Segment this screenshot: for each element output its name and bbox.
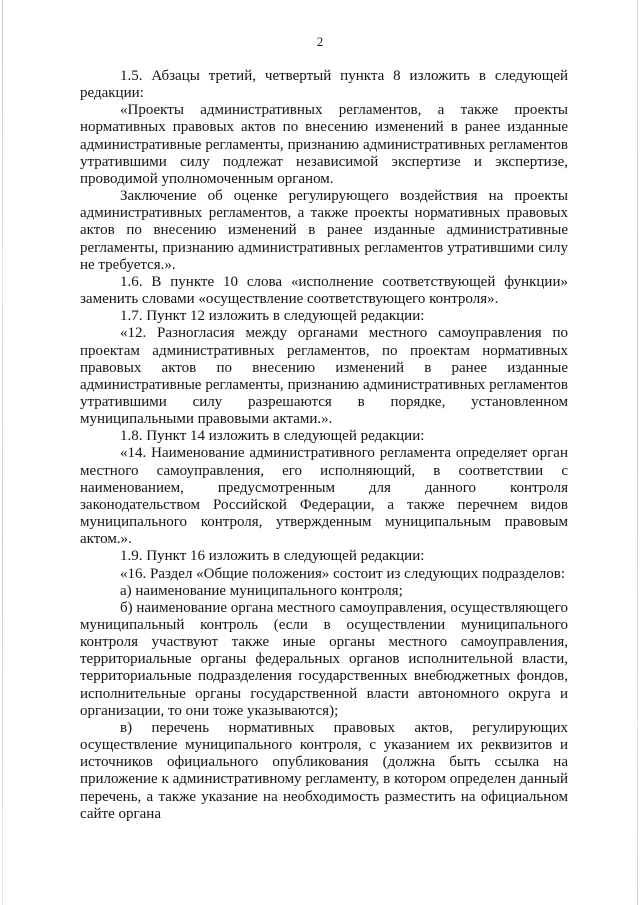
subsection-list [80, 583, 568, 823]
paragraph-regulatory-impact: Заключение об оценке регулирующего воздействия на проекты административных регламентов, а также проекты нормативных правовых актов по внесению изменений в ранее изданные административные регламенты, признанию административных регламентов утратившими силу не требуется.». [80, 188, 568, 273]
list-item-v: в) перечень нормативных правовых актов, регулирующих осуществление муниципального контроля, с указанием их реквизитов и источников официального опубликования (должна быть ссылка на приложение к административному регламенту, в котором определен данный перечень, а также указание на необходимость разместить на официальном сайте органа [80, 719, 568, 822]
paragraph-1-9: 1.9. Пункт 16 изложить в следующей редакции: [120, 548, 425, 565]
paragraph-quote-projects: «Проекты административных регламентов, а также проекты нормативных правовых актов по внесению изменений в ранее изданные административные регламенты, признанию административных регламентов утратившими силу подлежат независимой экспертизе и экспертизе, проводимой уполномоченным органом. [80, 102, 568, 187]
paragraph-1-8: 1.8. Пункт 14 изложить в следующей редакции: [120, 428, 425, 445]
scan-edge-left [2, 0, 3, 905]
list-item-b: б) наименование органа местного самоуправления, осуществляющего муниципальный контроль (если в осуществлении муниципального контроля участвуют также иные органы местного самоуправления, территориальные органы федеральных органов исполнительной власти, территориальные подразделения государственных внебюджетных фондов, исполнительные органы государственной власти автономного округа и организации, то они тоже указываются); [80, 599, 568, 719]
paragraph-1-7: 1.7. Пункт 12 изложить в следующей редакции: [120, 308, 425, 325]
scan-edge-right [637, 0, 638, 905]
paragraph-quote-14: «14. Наименование административного регламента определяет орган местного самоуправления, его исполняющий, в соответствии с наименованием, предусмотренным для данного контроля законодательством Российской Федерации, а также перечнем видов муниципального контроля, утвержденным муниципальным правовым актом.». [80, 445, 568, 548]
page-number: 2 [316, 34, 324, 49]
paragraph-1-5: 1.5. Абзацы третий, четвертый пункта 8 изложить в следующей редакции: [80, 68, 568, 102]
list-item-a: а) наименование муниципального контроля; [120, 582, 403, 599]
paragraph-1-6: 1.6. В пункте 10 слова «исполнение соответствующей функции» заменить словами «осуществление соответствующего контроля». [80, 273, 568, 308]
document-body [80, 68, 568, 823]
paragraph-quote-16: «16. Раздел «Общие положения» состоит из следующих подразделов: [120, 565, 566, 582]
paragraph-quote-12: «12. Разногласия между органами местного самоуправления по проектам административных регламентов, по проектам нормативных правовых актов по внесению изменений в ранее изданные административные регламенты, признанию административных регламентов утратившими силу разрешаются в порядке, установленном муниципальными правовыми актами.». [80, 325, 568, 428]
